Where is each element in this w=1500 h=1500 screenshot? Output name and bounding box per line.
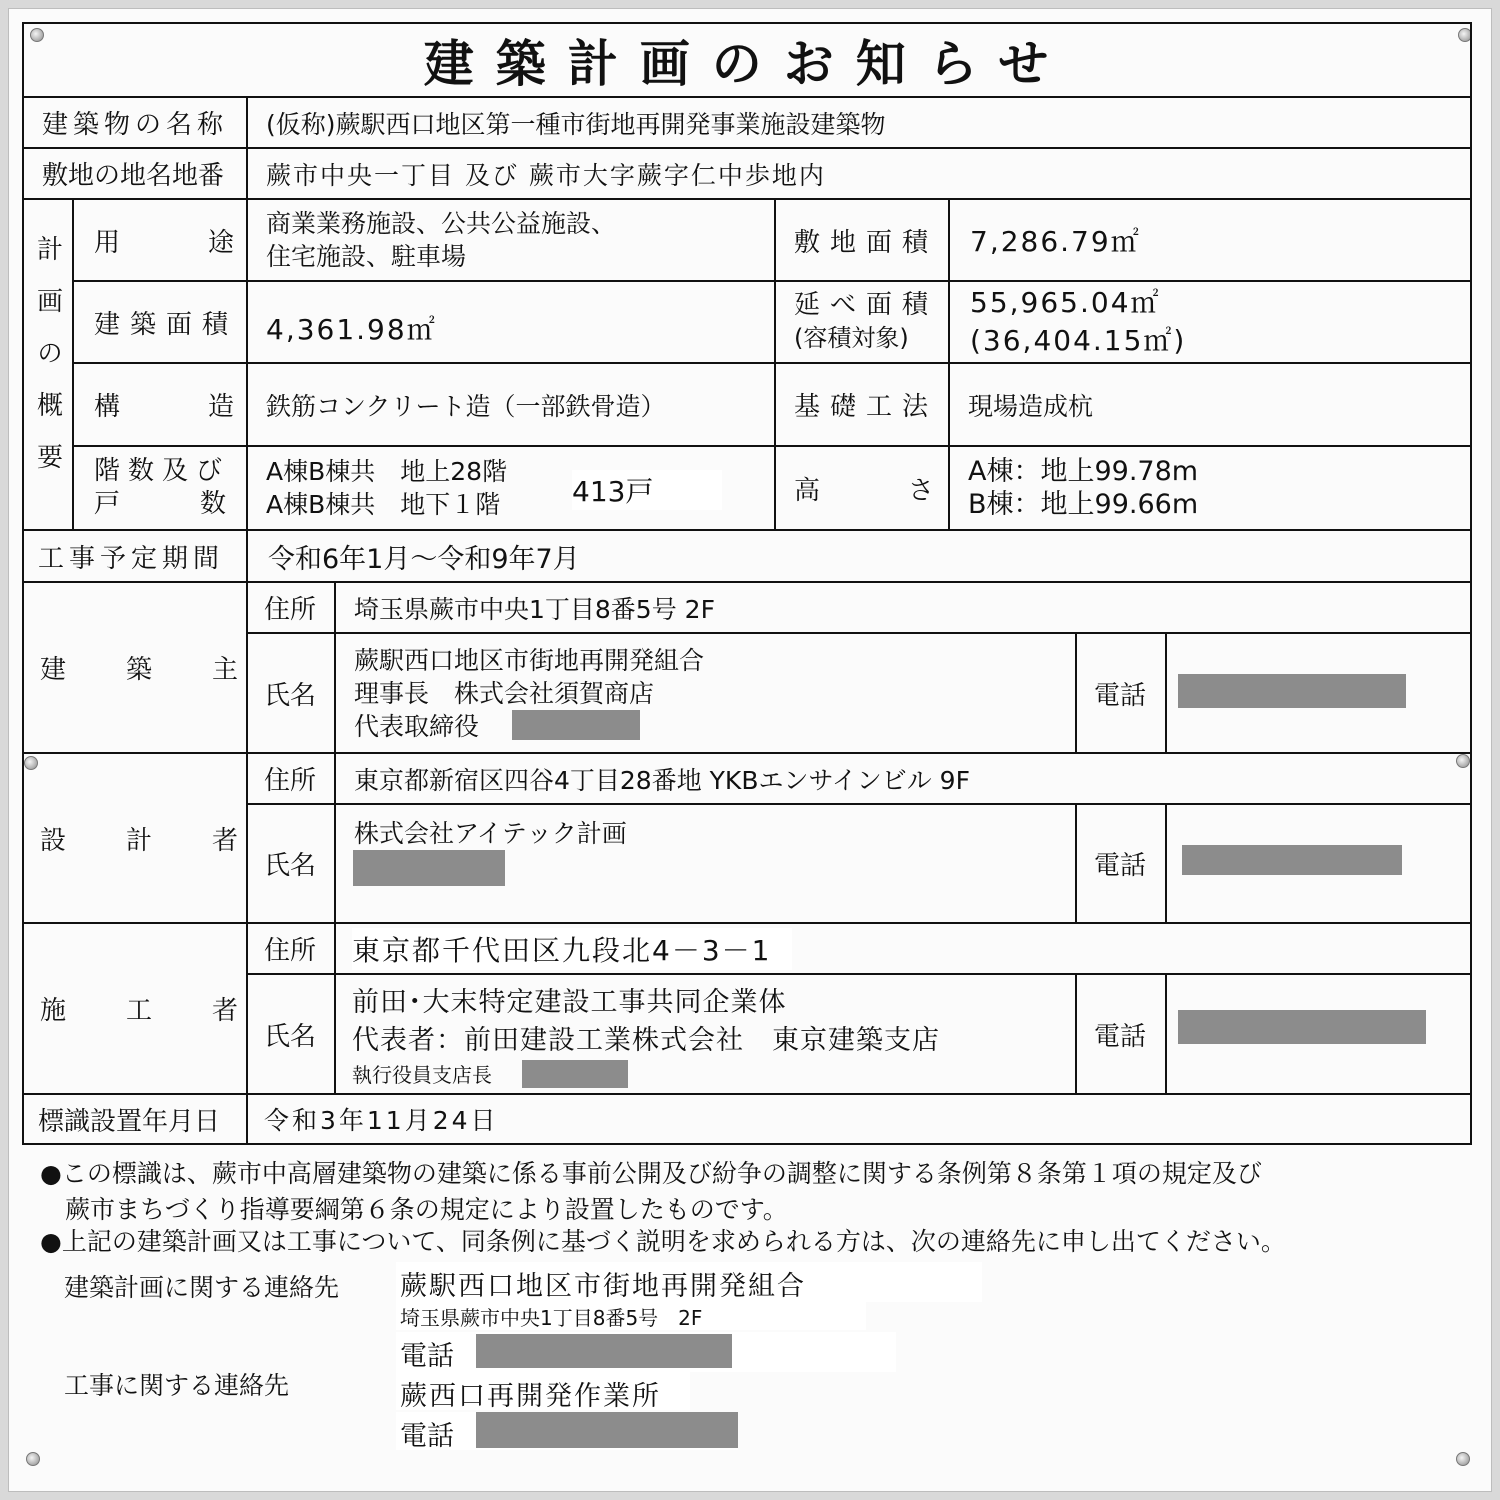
owner-name-line: 代表取締役 bbox=[354, 711, 480, 741]
notice-line: ●この標識は、蕨市中高層建築物の建築に係る事前公開及び紛争の調整に関する条例第８条第１項の規定及び bbox=[40, 1159, 1262, 1188]
contractor-address-label: 住所 bbox=[264, 936, 317, 966]
table-rule bbox=[1165, 632, 1167, 754]
table-rule bbox=[22, 1143, 1472, 1145]
use-line: 商業業務施設、公共公益施設、 bbox=[266, 209, 617, 238]
redacted-block bbox=[1182, 845, 1402, 875]
table-rule bbox=[1165, 973, 1167, 1095]
foundation-value: 現場造成杭 bbox=[968, 391, 1094, 421]
building-name-value: (仮称)蕨駅西口地区第一種市街地再開発事業施設建築物 bbox=[266, 109, 886, 139]
height-b: B棟：地上99.66m bbox=[968, 489, 1199, 520]
floor-area-label-sub: (容積対象) bbox=[794, 324, 909, 352]
floors-below: A棟B棟共 地下１階 bbox=[266, 490, 501, 519]
structure-label: 構造 bbox=[94, 392, 323, 422]
plan-contact-phone-label: 電話 bbox=[400, 1341, 454, 1372]
site-area-label: 敷地面積 bbox=[794, 227, 939, 258]
floor-area-total: 55,965.04㎡ bbox=[970, 286, 1161, 319]
designer-name: 株式会社アイテック計画 bbox=[354, 819, 627, 848]
site-area-value: 7,286.79㎡ bbox=[970, 225, 1141, 258]
building-area-label: 建築面積 bbox=[94, 309, 239, 340]
redacted-block bbox=[1178, 1010, 1426, 1044]
contractor-name-3: 執行役員支店長 bbox=[352, 1062, 492, 1087]
redacted-block bbox=[512, 710, 640, 740]
owner-label: 建築主 bbox=[40, 655, 299, 685]
period-value: 令和6年1月～令和9年7月 bbox=[268, 543, 580, 575]
table-rule bbox=[334, 581, 336, 1095]
contractor-name-2: 代表者：前田建設工業株式会社 東京建築支店 bbox=[352, 1024, 940, 1056]
redacted-block bbox=[476, 1412, 738, 1448]
floors-label-2: 戸数 bbox=[94, 489, 307, 519]
table-rule bbox=[774, 198, 776, 531]
screw-icon bbox=[24, 756, 38, 770]
owner-address: 埼玉県蕨市中央1丁目8番5号 2F bbox=[354, 594, 715, 624]
owner-name-line: 理事長 株式会社須賀商店 bbox=[354, 678, 655, 708]
contractor-address: 東京都千代田区九段北4－3－1 bbox=[352, 928, 792, 970]
overview-group-label: 計画の概要 bbox=[32, 235, 63, 495]
screw-icon bbox=[1456, 1452, 1470, 1466]
structure-value: 鉄筋コンクリート造（一部鉄骨造） bbox=[266, 391, 666, 421]
plan-contact-label: 建築計画に関する連絡先 bbox=[64, 1273, 340, 1302]
floors-label bbox=[94, 447, 307, 529]
designer-phone-label: 電話 bbox=[1094, 851, 1147, 881]
units-value: 413戸 bbox=[572, 470, 722, 510]
contractor-name-1: 前田･大末特定建設工事共同企業体 bbox=[352, 986, 787, 1018]
designer-address: 東京都新宿区四谷4丁目28番地 YKBエンサインビル 9F bbox=[354, 765, 970, 795]
site-address-value: 蕨市中央一丁目 及び 蕨市大字蕨字仁中歩地内 bbox=[266, 160, 826, 190]
owner-name-line: 蕨駅西口地区市街地再開発組合 bbox=[354, 645, 705, 675]
designer-label: 設計者 bbox=[40, 825, 299, 856]
frame-line bbox=[22, 22, 24, 1144]
owner-address-label: 住所 bbox=[264, 595, 317, 625]
work-contact-name: 蕨西口再開発作業所 bbox=[400, 1381, 661, 1412]
work-contact-phone-label: 電話 bbox=[400, 1421, 454, 1452]
notice-line: ●上記の建築計画又は工事について、同条例に基づく説明を求められる方は、次の連絡先に申し出てください。 bbox=[40, 1227, 1286, 1256]
height-label: 高さ bbox=[794, 475, 1023, 506]
foundation-label: 基礎工法 bbox=[794, 392, 939, 422]
redacted-block bbox=[353, 850, 505, 886]
redacted-block bbox=[476, 1334, 732, 1368]
redacted-block bbox=[1178, 674, 1406, 708]
table-rule bbox=[1075, 632, 1077, 754]
floors-above: A棟B棟共 地上28階 bbox=[266, 457, 508, 486]
redacted-block bbox=[522, 1060, 628, 1088]
notice-line: 蕨市まちづくり指導要綱第６条の規定により設置したものです。 bbox=[40, 1195, 788, 1224]
designer-address-label: 住所 bbox=[264, 766, 317, 796]
table-rule bbox=[1165, 803, 1167, 924]
period-label: 工事予定期間 bbox=[38, 543, 225, 574]
table-rule bbox=[72, 198, 74, 531]
floor-area-value bbox=[970, 282, 1460, 362]
table-rule bbox=[1075, 973, 1077, 1095]
floor-area-far: (36,404.15㎡) bbox=[970, 324, 1187, 357]
frame-line bbox=[1470, 22, 1472, 1144]
building-area-value: 4,361.98㎡ bbox=[266, 313, 437, 346]
posted-value: 令和3年11月24日 bbox=[264, 1106, 499, 1135]
use-value bbox=[266, 200, 766, 280]
building-name-label: 建築物の名称 bbox=[42, 110, 229, 140]
screw-icon bbox=[1456, 754, 1470, 768]
use-label: 用途 bbox=[94, 227, 323, 258]
page-title: 建築計画のお知らせ bbox=[423, 35, 1071, 93]
designer-name-label: 氏名 bbox=[264, 851, 317, 881]
owner-name-label: 氏名 bbox=[264, 680, 317, 711]
owner-phone-label: 電話 bbox=[1094, 680, 1147, 711]
height-value bbox=[968, 447, 1458, 529]
plan-contact-name: 蕨駅西口地区市街地再開発組合 bbox=[400, 1271, 806, 1302]
table-rule bbox=[1075, 803, 1077, 924]
height-a: A棟：地上99.78m bbox=[968, 456, 1199, 487]
site-address-label: 敷地の地名地番 bbox=[42, 161, 225, 191]
use-line: 住宅施設、駐車場 bbox=[266, 242, 467, 271]
floors-label-1: 階数及び bbox=[94, 456, 231, 486]
contractor-phone-label: 電話 bbox=[1094, 1021, 1147, 1052]
contractor-name-label: 氏名 bbox=[264, 1021, 317, 1052]
floor-area-label-main: 延べ面積 bbox=[794, 290, 939, 320]
table-rule bbox=[246, 973, 1472, 975]
screw-icon bbox=[26, 1452, 40, 1466]
floors-value bbox=[266, 447, 566, 529]
posted-label: 標識設置年月日 bbox=[38, 1106, 221, 1137]
contractor-label: 施工者 bbox=[40, 996, 299, 1026]
table-rule bbox=[246, 803, 1472, 805]
plan-contact-address: 埼玉県蕨市中央1丁目8番5号 2F bbox=[400, 1306, 703, 1330]
work-contact-label: 工事に関する連絡先 bbox=[64, 1371, 290, 1400]
owner-name bbox=[354, 634, 1054, 752]
floor-area-label bbox=[794, 282, 944, 362]
